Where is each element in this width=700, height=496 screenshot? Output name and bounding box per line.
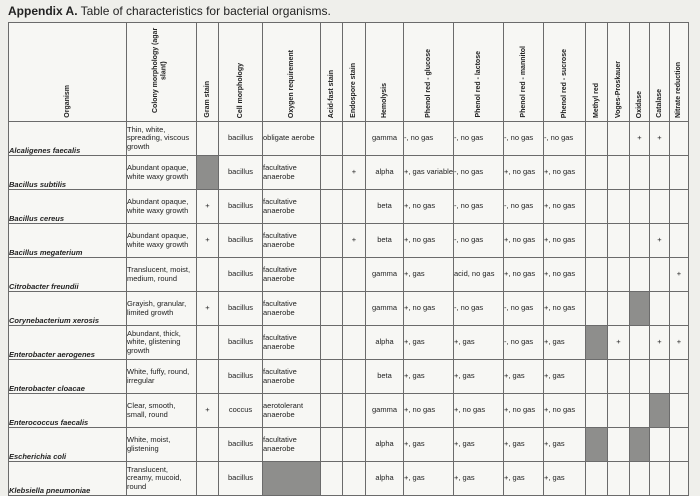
cell-lactose: -, no gas — [454, 156, 504, 190]
cell-endospore: + — [343, 224, 366, 258]
table-row — [9, 190, 689, 224]
cell-cell: bacillus — [219, 428, 263, 462]
cell-acidfast — [321, 462, 343, 496]
cell-catalase — [650, 360, 670, 394]
cell-gram — [197, 462, 219, 496]
cell-nitrate — [670, 190, 689, 224]
cell-endospore: + — [343, 156, 366, 190]
table-row — [9, 428, 689, 462]
col-header-cell: Cell morphology — [219, 23, 263, 122]
cell-sucrose: -, no gas — [544, 122, 586, 156]
col-header-organism: Organism — [9, 23, 127, 122]
cell-oxygen: facultative anaerobe — [263, 360, 321, 394]
table-row — [9, 122, 689, 156]
cell-oxidase — [630, 224, 650, 258]
cell-mannitol: -, no gas — [504, 122, 544, 156]
cell-endospore — [343, 326, 366, 360]
cell-methylred — [586, 428, 608, 462]
cell-lactose: -, no gas — [454, 292, 504, 326]
col-header-colony: Colony morphology (agar slant) — [127, 23, 197, 122]
cell-catalase: + — [650, 224, 670, 258]
cell-vp — [608, 428, 630, 462]
cell-hemolysis: alpha — [366, 326, 404, 360]
cell-endospore — [343, 428, 366, 462]
cell-oxidase — [630, 394, 650, 428]
cell-lactose: +, no gas — [454, 394, 504, 428]
cell-glucose: +, no gas — [404, 224, 454, 258]
cell-organism: Bacillus cereus — [9, 190, 127, 224]
cell-vp — [608, 258, 630, 292]
cell-cell: bacillus — [219, 360, 263, 394]
cell-lactose: -, no gas — [454, 190, 504, 224]
title-prefix: Appendix A. — [8, 4, 78, 18]
col-header-acidfast: Acid-fast stain — [321, 23, 343, 122]
cell-nitrate — [670, 122, 689, 156]
col-header-oxygen: Oxygen requirement — [263, 23, 321, 122]
cell-methylred — [586, 326, 608, 360]
cell-hemolysis: gamma — [366, 122, 404, 156]
cell-colony: White, fuffy, round, irregular — [127, 360, 197, 394]
cell-endospore — [343, 190, 366, 224]
cell-oxygen: obligate aerobe — [263, 122, 321, 156]
cell-oxygen: facultative anaerobe — [263, 428, 321, 462]
cell-mannitol: -, no gas — [504, 326, 544, 360]
cell-oxidase — [630, 462, 650, 496]
col-header-lactose: Phenol red - lactose — [454, 23, 504, 122]
cell-mannitol: +, gas — [504, 428, 544, 462]
cell-colony: White, moist, glistening — [127, 428, 197, 462]
cell-endospore — [343, 122, 366, 156]
cell-glucose: +, gas variable — [404, 156, 454, 190]
table-row — [9, 326, 689, 360]
cell-mannitol: +, gas — [504, 462, 544, 496]
cell-glucose: -, no gas — [404, 122, 454, 156]
cell-glucose: +, gas — [404, 428, 454, 462]
cell-gram — [197, 122, 219, 156]
cell-methylred — [586, 258, 608, 292]
cell-organism: Enterobacter aerogenes — [9, 326, 127, 360]
cell-sucrose: +, no gas — [544, 394, 586, 428]
table-body — [9, 122, 689, 496]
cell-mannitol: -, no gas — [504, 190, 544, 224]
cell-endospore — [343, 360, 366, 394]
cell-oxygen: facultative anaerobe — [263, 224, 321, 258]
cell-nitrate — [670, 224, 689, 258]
cell-oxygen: facultative anaerobe — [263, 292, 321, 326]
cell-oxygen: facultative anaerobe — [263, 258, 321, 292]
cell-gram — [197, 156, 219, 190]
cell-vp — [608, 190, 630, 224]
cell-gram — [197, 326, 219, 360]
cell-endospore — [343, 258, 366, 292]
table-row — [9, 258, 689, 292]
cell-lactose: -, no gas — [454, 122, 504, 156]
cell-hemolysis: beta — [366, 360, 404, 394]
cell-nitrate — [670, 394, 689, 428]
cell-oxygen: facultative anaerobe — [263, 190, 321, 224]
cell-organism: Corynebacterium xerosis — [9, 292, 127, 326]
cell-catalase — [650, 156, 670, 190]
col-header-gram: Gram stain — [197, 23, 219, 122]
cell-oxidase — [630, 258, 650, 292]
cell-oxygen: facultative anaerobe — [263, 326, 321, 360]
cell-colony: Thin, white, spreading, viscous growth — [127, 122, 197, 156]
header-row — [9, 23, 689, 122]
cell-hemolysis: gamma — [366, 292, 404, 326]
cell-organism: Citrobacter freundii — [9, 258, 127, 292]
cell-acidfast — [321, 122, 343, 156]
cell-organism: Bacillus megaterium — [9, 224, 127, 258]
cell-oxygen: aerotolerant anaerobe — [263, 394, 321, 428]
cell-oxidase: + — [630, 122, 650, 156]
cell-oxidase — [630, 428, 650, 462]
cell-hemolysis: beta — [366, 224, 404, 258]
cell-catalase — [650, 428, 670, 462]
cell-hemolysis: alpha — [366, 428, 404, 462]
cell-vp — [608, 224, 630, 258]
cell-vp — [608, 292, 630, 326]
cell-acidfast — [321, 428, 343, 462]
cell-nitrate — [670, 156, 689, 190]
cell-mannitol: +, no gas — [504, 224, 544, 258]
cell-colony: Abundant opaque, white waxy growth — [127, 190, 197, 224]
cell-nitrate: + — [670, 326, 689, 360]
cell-oxidase — [630, 156, 650, 190]
cell-cell: bacillus — [219, 156, 263, 190]
cell-sucrose: +, no gas — [544, 190, 586, 224]
cell-catalase — [650, 190, 670, 224]
cell-acidfast — [321, 258, 343, 292]
cell-oxidase — [630, 190, 650, 224]
cell-vp — [608, 156, 630, 190]
cell-mannitol: +, no gas — [504, 258, 544, 292]
cell-gram: + — [197, 224, 219, 258]
characteristics-table — [8, 22, 689, 496]
cell-sucrose: +, gas — [544, 360, 586, 394]
cell-methylred — [586, 360, 608, 394]
table-row — [9, 156, 689, 190]
cell-cell: coccus — [219, 394, 263, 428]
col-header-vp: Voges-Proskauer — [608, 23, 630, 122]
cell-oxidase — [630, 326, 650, 360]
cell-vp — [608, 360, 630, 394]
cell-acidfast — [321, 190, 343, 224]
cell-hemolysis: gamma — [366, 258, 404, 292]
col-header-endospore: Endospore stain — [343, 23, 366, 122]
col-header-nitrate: Nitrate reduction — [670, 23, 689, 122]
cell-sucrose: +, gas — [544, 428, 586, 462]
cell-methylred — [586, 224, 608, 258]
cell-acidfast — [321, 326, 343, 360]
cell-cell: bacillus — [219, 326, 263, 360]
cell-endospore — [343, 394, 366, 428]
table-row — [9, 360, 689, 394]
cell-catalase: + — [650, 122, 670, 156]
cell-gram: + — [197, 190, 219, 224]
col-header-catalase: Catalase — [650, 23, 670, 122]
cell-nitrate — [670, 292, 689, 326]
cell-mannitol: +, no gas — [504, 394, 544, 428]
cell-colony: Clear, smooth, small, round — [127, 394, 197, 428]
cell-catalase: + — [650, 326, 670, 360]
cell-gram: + — [197, 292, 219, 326]
cell-cell: bacillus — [219, 462, 263, 496]
cell-vp: + — [608, 326, 630, 360]
cell-oxygen: facultative anaerobe — [263, 156, 321, 190]
cell-hemolysis: alpha — [366, 462, 404, 496]
cell-cell: bacillus — [219, 190, 263, 224]
cell-endospore — [343, 292, 366, 326]
cell-colony: Translucent, moist, medium, round — [127, 258, 197, 292]
cell-vp — [608, 462, 630, 496]
cell-organism: Bacillus subtilis — [9, 156, 127, 190]
cell-catalase — [650, 258, 670, 292]
cell-hemolysis: alpha — [366, 156, 404, 190]
cell-colony: Translucent, creamy, mucoid, round — [127, 462, 197, 496]
cell-hemolysis: gamma — [366, 394, 404, 428]
cell-methylred — [586, 122, 608, 156]
cell-glucose: +, gas — [404, 326, 454, 360]
table-row — [9, 292, 689, 326]
cell-glucose: +, no gas — [404, 190, 454, 224]
cell-sucrose: +, gas — [544, 462, 586, 496]
cell-mannitol: +, no gas — [504, 156, 544, 190]
cell-lactose: acid, no gas — [454, 258, 504, 292]
cell-acidfast — [321, 224, 343, 258]
cell-methylred — [586, 292, 608, 326]
cell-lactose: +, gas — [454, 360, 504, 394]
cell-catalase — [650, 462, 670, 496]
cell-glucose: +, gas — [404, 462, 454, 496]
cell-organism: Enterobacter cloacae — [9, 360, 127, 394]
cell-oxidase — [630, 360, 650, 394]
cell-cell: bacillus — [219, 122, 263, 156]
cell-lactose: -, no gas — [454, 224, 504, 258]
cell-colony: Abundant, thick, white, glistening growth — [127, 326, 197, 360]
cell-cell: bacillus — [219, 224, 263, 258]
cell-sucrose: +, no gas — [544, 156, 586, 190]
title-rest: Table of characteristics for bacterial organisms. — [77, 4, 331, 18]
cell-methylred — [586, 156, 608, 190]
cell-glucose: +, gas — [404, 360, 454, 394]
col-header-glucose: Phenol red - glucose — [404, 23, 454, 122]
cell-gram — [197, 360, 219, 394]
cell-sucrose: +, no gas — [544, 292, 586, 326]
cell-organism: Klebsiella pneumoniae — [9, 462, 127, 496]
cell-acidfast — [321, 394, 343, 428]
cell-nitrate — [670, 428, 689, 462]
cell-organism: Escherichia coli — [9, 428, 127, 462]
cell-mannitol: -, no gas — [504, 292, 544, 326]
cell-cell: bacillus — [219, 292, 263, 326]
col-header-oxidase: Oxidase — [630, 23, 650, 122]
cell-methylred — [586, 394, 608, 428]
cell-acidfast — [321, 156, 343, 190]
col-header-methylred: Methyl red — [586, 23, 608, 122]
cell-colony: Abundant opaque, white waxy growth — [127, 224, 197, 258]
cell-vp — [608, 394, 630, 428]
cell-acidfast — [321, 360, 343, 394]
cell-catalase — [650, 394, 670, 428]
cell-catalase — [650, 292, 670, 326]
cell-sucrose: +, no gas — [544, 258, 586, 292]
cell-glucose: +, no gas — [404, 394, 454, 428]
cell-gram — [197, 258, 219, 292]
cell-lactose: +, gas — [454, 326, 504, 360]
cell-lactose: +, gas — [454, 462, 504, 496]
table-row — [9, 394, 689, 428]
cell-glucose: +, no gas — [404, 292, 454, 326]
col-header-mannitol: Phenol red - mannitol — [504, 23, 544, 122]
cell-methylred — [586, 462, 608, 496]
cell-organism: Alcaligenes faecalis — [9, 122, 127, 156]
cell-organism: Enterococcus faecalis — [9, 394, 127, 428]
cell-hemolysis: beta — [366, 190, 404, 224]
cell-sucrose: +, gas — [544, 326, 586, 360]
cell-glucose: +, gas — [404, 258, 454, 292]
cell-oxygen — [263, 462, 321, 496]
cell-nitrate: + — [670, 258, 689, 292]
col-header-sucrose: Phenol red - sucrose — [544, 23, 586, 122]
cell-sucrose: +, no gas — [544, 224, 586, 258]
cell-gram — [197, 428, 219, 462]
table-row — [9, 224, 689, 258]
cell-vp — [608, 122, 630, 156]
cell-endospore — [343, 462, 366, 496]
col-header-hemolysis: Hemolysis — [366, 23, 404, 122]
cell-mannitol: +, gas — [504, 360, 544, 394]
cell-nitrate — [670, 462, 689, 496]
cell-colony: Grayish, granular, limited growth — [127, 292, 197, 326]
cell-methylred — [586, 190, 608, 224]
cell-colony: Abundant opaque, white waxy growth — [127, 156, 197, 190]
cell-lactose: +, gas — [454, 428, 504, 462]
table-row — [9, 462, 689, 496]
cell-cell: bacillus — [219, 258, 263, 292]
cell-acidfast — [321, 292, 343, 326]
cell-nitrate — [670, 360, 689, 394]
page-title — [8, 4, 331, 18]
cell-gram: + — [197, 394, 219, 428]
cell-oxidase — [630, 292, 650, 326]
